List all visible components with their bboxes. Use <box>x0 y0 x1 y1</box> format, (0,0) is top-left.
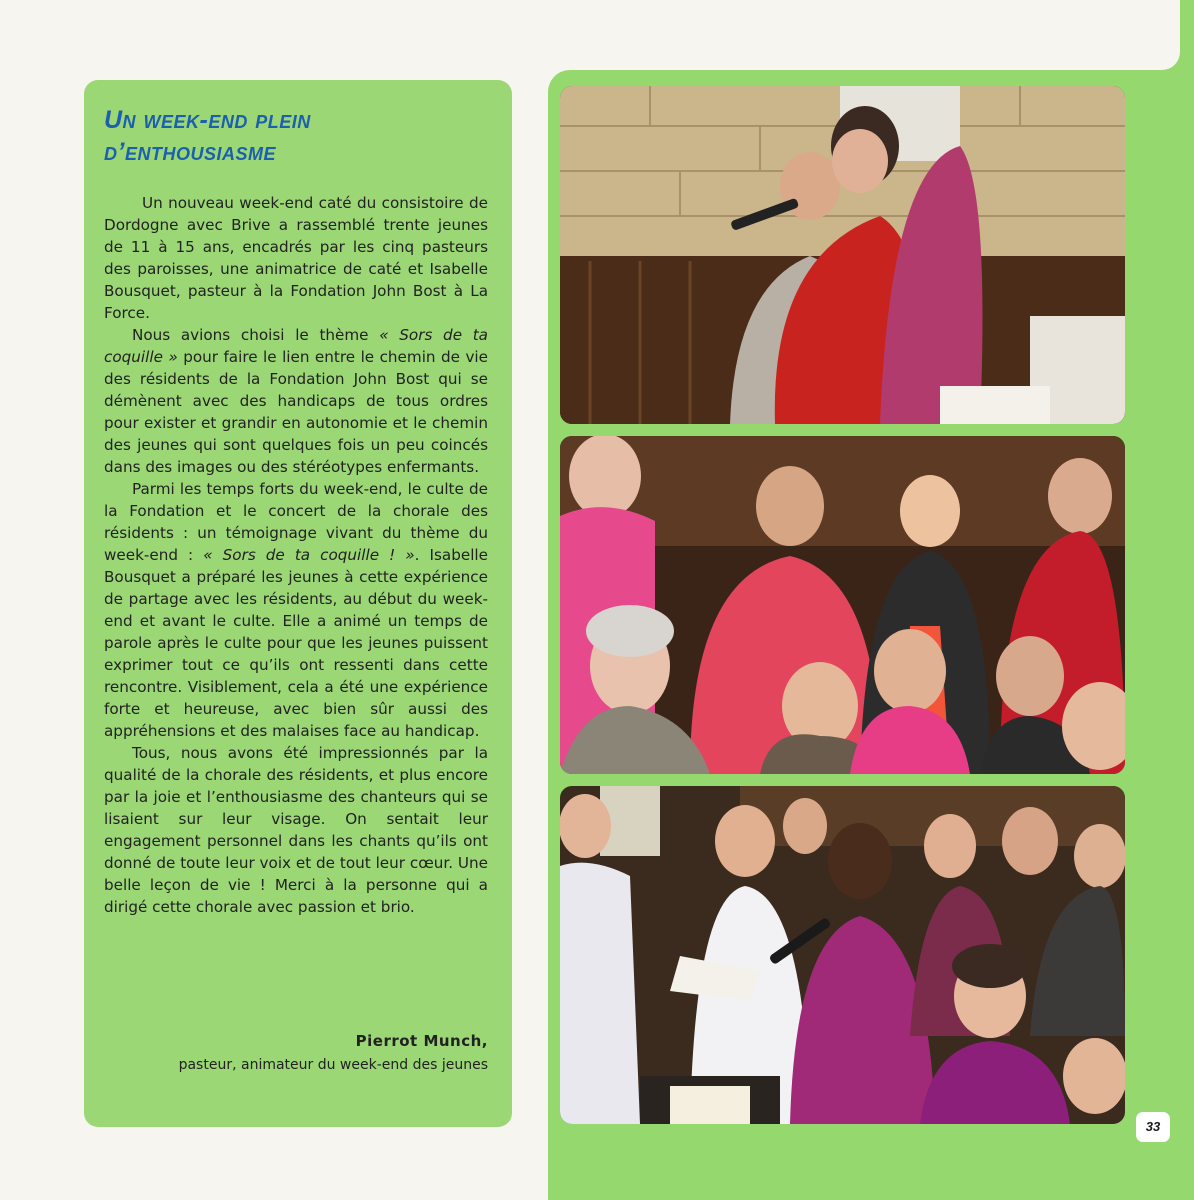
photo-choir-singing-image <box>560 436 1125 774</box>
photo-singers-microphone-image <box>560 86 1125 424</box>
paragraph-2-end: pour faire le lien entre le chemin de vie des résidents de la Fondation John Bost qui se démènent avec des handicaps de tous ordres pour exister et grandir en autonomie et le chemin des jeunes qui sont quelques fois un peu coincés dans des images ou des stéréotypes enfermants. <box>104 348 488 476</box>
page-number: 33 <box>1136 1112 1170 1142</box>
photo-soloist-microphone-image <box>560 786 1125 1124</box>
theme-quote-2: « Sors de ta coquille ! » <box>203 546 415 564</box>
author-role: pasteur, animateur du week-end des jeunes <box>178 1057 488 1073</box>
photo-choir-singing <box>560 436 1125 774</box>
paragraph-4: Tous, nous avons été impressionnés par la qualité de la chorale des résidents, et plus encore par la joie et l’enthousiasme des chanteurs qui se lisaient sur leur visage. On sentait leur engagement personnel dans les chants qu’ils ont donné de toute leur voix et de tout leur cœur. Une belle leçon de vie ! Merci à la personne qui a dirigé cette chorale avec passion et brio. <box>104 744 488 916</box>
photo-singers-microphone <box>560 86 1125 424</box>
paragraph-3 <box>104 478 488 742</box>
paragraph-1: Un nouveau week-end caté du consistoire de Dordogne avec Brive a rassemblé trente jeunes de 11 à 15 ans, encadrés par les cinq pasteurs des paroisses, une animatrice de caté et Isabelle Bousquet, pasteur à la Fondation John Bost à La Force. <box>104 194 488 322</box>
article-title <box>104 104 494 168</box>
theme-quote: « Sors de ta coquille » <box>104 326 488 366</box>
article-title-line2: d’enthousiasme <box>104 138 276 166</box>
author-name: Pierrot Munch, <box>355 1032 488 1050</box>
article-title-line1: Un week-end plein <box>104 106 311 134</box>
photo-soloist-microphone <box>560 786 1125 1124</box>
paragraph-2-start: Nous avions choisi le thème <box>132 326 380 344</box>
article-body <box>104 192 488 918</box>
paragraph-3-end: . Isabelle Bousquet a préparé les jeunes à cette expérience de partage avec les résidents, au début du week-end et avant le culte. Elle a animé un temps de parole après le culte pour que les jeunes puissent exprimer tout ce qu’ils ont ressenti dans cette rencontre. Visiblement, cela a été une expérience forte et heureuse, avec bien sûr aussi des appréhensions et des malaises face au handicap. <box>104 546 488 740</box>
page-edge-notch <box>1120 0 1180 70</box>
paragraph-2 <box>104 324 488 478</box>
signature <box>104 1030 488 1076</box>
paragraph-3-start: Parmi les temps forts du week-end, le culte de la Fondation et le concert de la chorale des résidents : un témoignage vivant du thème du week-end : <box>104 480 488 564</box>
